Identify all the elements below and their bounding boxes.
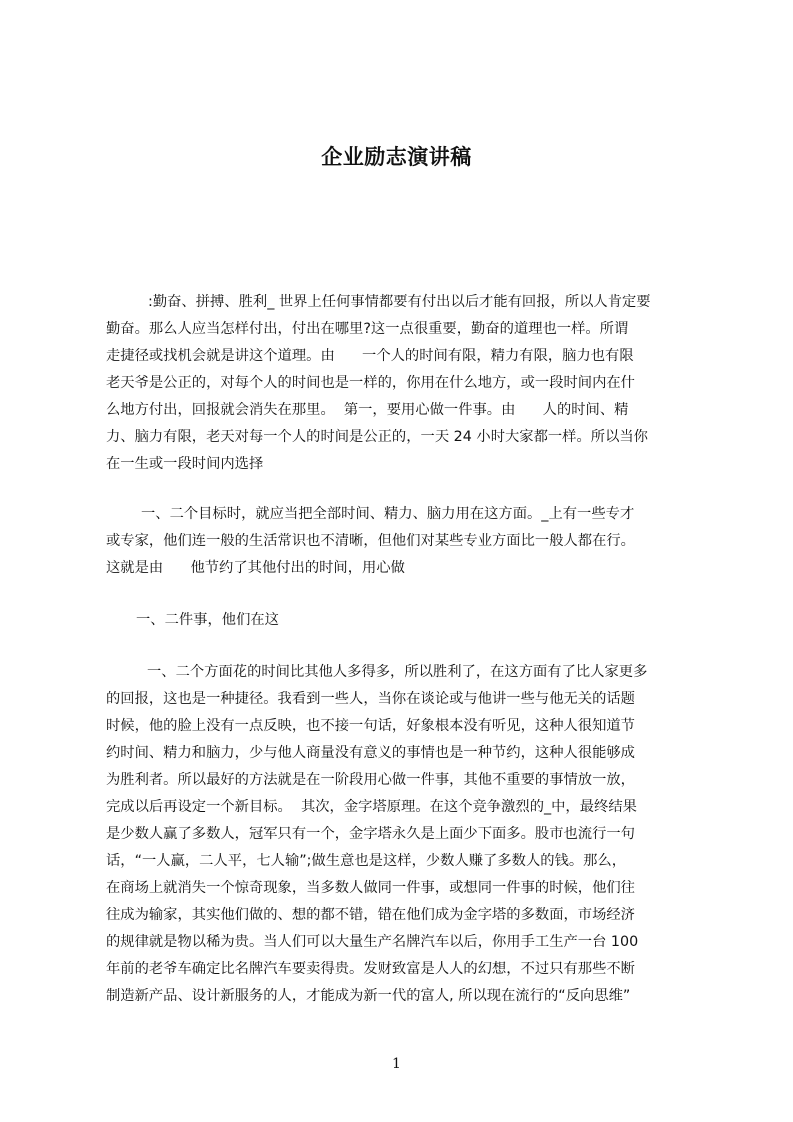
text-line: 是少数人赢了多数人，冠军只有一个，金字塔永久是上面少下面多。股市也流行一句: [106, 826, 635, 842]
text-line: 的回报，这也是一种捷径。我看到一些人，当你在谈论或与他讲一些与他无关的话题: [106, 691, 635, 707]
text-line: 勤奋。那么人应当怎样付出，付出在哪里?这一点很重要，勤奋的道理也一样。所谓: [106, 321, 629, 337]
text-line: 一、二个方面花的时间比其他人多得多，所以胜利了，在这方面有了比人家更多: [147, 664, 648, 680]
text-line: 老天爷是公正的，对每个人的时间也是一样的，你用在什么地方，或一段时间内在什: [106, 375, 635, 391]
page-number: 1: [392, 1056, 401, 1072]
text-line: 走捷径或找机会就是讲这个道理。由 一个人的时间有限，精力有限，脑力也有限: [106, 348, 634, 364]
text-line: 年前的老爷车确定比名牌汽车要卖得贵。发财致富是人人的幻想，不过只有那些不断: [106, 961, 635, 977]
text-line: 约时间、精力和脑力，少与他人商量没有意义的事情也是一种节约，这种人很能够成: [106, 745, 635, 761]
text-line: 在一生或一段时间内选择: [106, 456, 264, 472]
text-line: 制造新产品、设计新服务的人，才能成为新一代的富人, 所以现在流行的“反向思维”: [106, 988, 631, 1004]
text-line: 么地方付出，回报就会消失在那里。 第一，要用心做一件事。由 人的时间、精: [106, 402, 629, 418]
text-line: 为胜利者。所以最好的方法就是在一阶段用心做一件事，其他不重要的事情放一放，: [106, 772, 635, 788]
text-line: 或专家，他们连一般的生活常识也不清晰，但他们对某些专业方面比一般人都在行。: [106, 533, 635, 549]
text-line: 在商场上就消失一个惊奇现象，当多数人做同一件事，或想同一件事的时候，他们往: [106, 880, 635, 896]
text-line: 一、二件事，他们在这: [136, 612, 279, 628]
document-title: 企业励志演讲稿: [321, 145, 472, 169]
text-line: 时候，他的脸上没有一点反映，也不接一句话，好象根本没有听见，这种人很知道节: [106, 718, 635, 734]
text-line: 完成以后再设定一个新目标。 其次，金字塔原理。在这个竞争激烈的_中，最终结果: [106, 799, 637, 815]
text-line: 这就是由 他节约了其他付出的时间，用心做: [106, 560, 405, 576]
text-line: 力、脑力有限，老天对每一个人的时间是公正的，一天 24 小时大家都一样。所以当你: [106, 429, 648, 445]
text-line: 往成为输家，其实他们做的、想的都不错，错在他们成为金字塔的多数面，市场经济: [106, 907, 635, 923]
text-line: 的规律就是物以稀为贵。当人们可以大量生产名牌汽车以后，你用手工生产一台 100: [106, 934, 639, 950]
text-line: :勤奋、拼搏、胜利_ 世界上任何事情都要有付出以后才能有回报，所以人肯定要: [148, 294, 651, 310]
text-line: 一、二个目标时，就应当把全部时间、精力、脑力用在这方面。_上有一些专才: [141, 506, 635, 522]
text-line: 话，“一人赢，二人平，七人输”;做生意也是这样，少数人赚了多数人的钱。那么，: [106, 853, 627, 869]
